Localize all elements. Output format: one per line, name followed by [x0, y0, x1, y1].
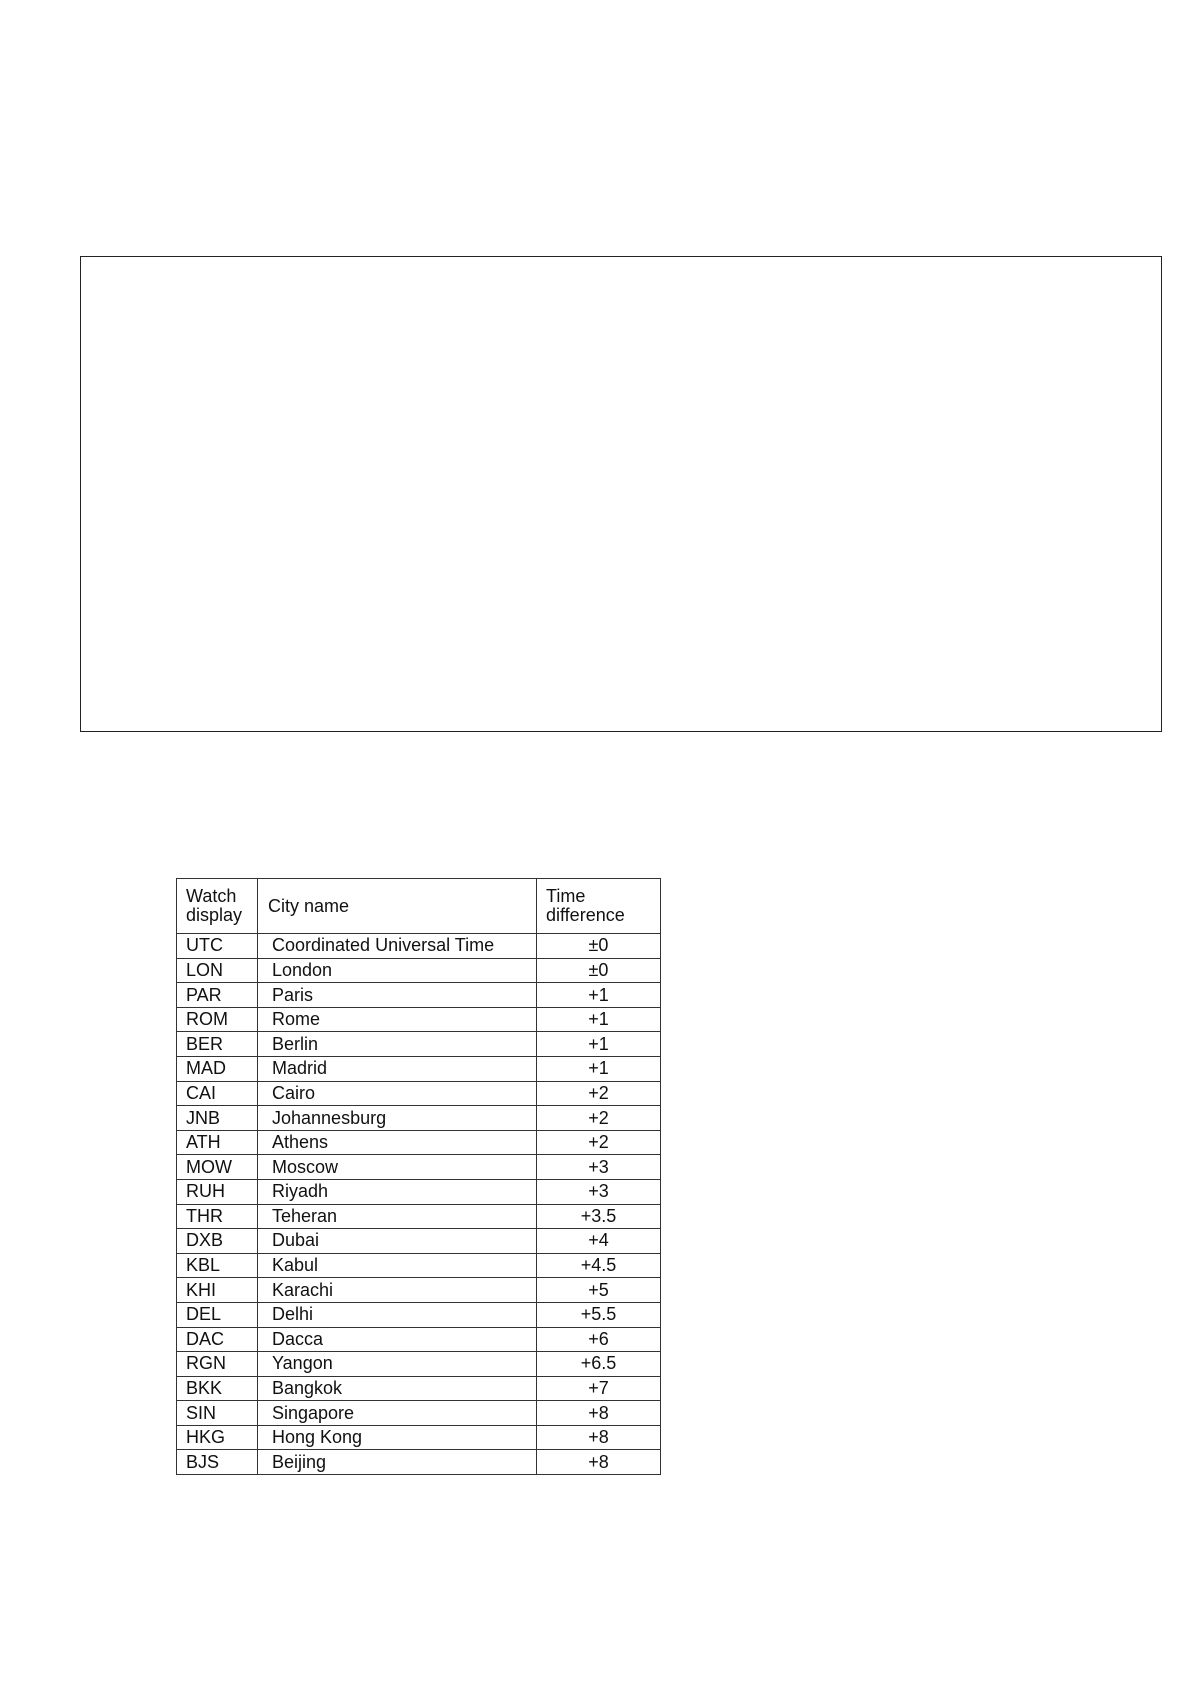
time-difference: +5 — [537, 1278, 661, 1303]
time-difference: +1 — [537, 1032, 661, 1057]
time-difference: +6 — [537, 1327, 661, 1352]
watch-display-code: MOW — [177, 1155, 258, 1180]
watch-display-code: DAC — [177, 1327, 258, 1352]
table-row — [177, 1425, 661, 1450]
table-row — [177, 1401, 661, 1426]
time-difference: +4.5 — [537, 1253, 661, 1278]
city-name: Rome — [258, 1007, 537, 1032]
city-name: Dubai — [258, 1229, 537, 1254]
table-row — [177, 1007, 661, 1032]
city-name: Berlin — [258, 1032, 537, 1057]
time-difference: +8 — [537, 1401, 661, 1426]
table-row — [177, 1327, 661, 1352]
time-difference: +3.5 — [537, 1204, 661, 1229]
watch-display-code: BJS — [177, 1450, 258, 1475]
table-row — [177, 1229, 661, 1254]
watch-display-code: DEL — [177, 1302, 258, 1327]
city-name: Athens — [258, 1130, 537, 1155]
city-name: Delhi — [258, 1302, 537, 1327]
table-row — [177, 1106, 661, 1131]
city-name: Yangon — [258, 1352, 537, 1377]
table-row — [177, 1204, 661, 1229]
table-body — [177, 934, 661, 1475]
table-header-row — [177, 879, 661, 934]
city-name: Singapore — [258, 1401, 537, 1426]
empty-illustration-frame — [80, 256, 1162, 732]
watch-display-code: RGN — [177, 1352, 258, 1377]
watch-display-code: PAR — [177, 983, 258, 1008]
table-row — [177, 1376, 661, 1401]
watch-display-code: KHI — [177, 1278, 258, 1303]
table-row — [177, 934, 661, 959]
time-difference: +1 — [537, 1007, 661, 1032]
city-name: Paris — [258, 983, 537, 1008]
table-row — [177, 1130, 661, 1155]
time-difference: +8 — [537, 1450, 661, 1475]
city-name: Teheran — [258, 1204, 537, 1229]
table-row — [177, 1253, 661, 1278]
city-name: Cairo — [258, 1081, 537, 1106]
table-row — [177, 1450, 661, 1475]
watch-display-code: JNB — [177, 1106, 258, 1131]
city-name: Karachi — [258, 1278, 537, 1303]
table-row — [177, 1179, 661, 1204]
watch-display-code: THR — [177, 1204, 258, 1229]
watch-display-code: KBL — [177, 1253, 258, 1278]
time-difference: +2 — [537, 1081, 661, 1106]
city-name: Kabul — [258, 1253, 537, 1278]
city-name: Moscow — [258, 1155, 537, 1180]
time-difference: +8 — [537, 1425, 661, 1450]
watch-display-code: UTC — [177, 934, 258, 959]
watch-display-code: HKG — [177, 1425, 258, 1450]
watch-display-code: BER — [177, 1032, 258, 1057]
time-difference: +6.5 — [537, 1352, 661, 1377]
table-row — [177, 1302, 661, 1327]
table-row — [177, 1056, 661, 1081]
city-name: Dacca — [258, 1327, 537, 1352]
watch-display-code: DXB — [177, 1229, 258, 1254]
city-name: Beijing — [258, 1450, 537, 1475]
time-difference: +1 — [537, 1056, 661, 1081]
city-name: Riyadh — [258, 1179, 537, 1204]
time-difference: +7 — [537, 1376, 661, 1401]
city-code-table — [176, 878, 661, 1475]
time-difference: +3 — [537, 1179, 661, 1204]
table-row — [177, 1081, 661, 1106]
time-difference: ±0 — [537, 934, 661, 959]
city-name: London — [258, 958, 537, 983]
time-difference: ±0 — [537, 958, 661, 983]
table-row — [177, 1352, 661, 1377]
table-row — [177, 1155, 661, 1180]
watch-display-code: SIN — [177, 1401, 258, 1426]
watch-display-code: ROM — [177, 1007, 258, 1032]
table-row — [177, 983, 661, 1008]
time-difference: +4 — [537, 1229, 661, 1254]
city-name: Bangkok — [258, 1376, 537, 1401]
table-row — [177, 1278, 661, 1303]
time-difference: +2 — [537, 1130, 661, 1155]
city-name: Madrid — [258, 1056, 537, 1081]
table-row — [177, 958, 661, 983]
time-difference: +5.5 — [537, 1302, 661, 1327]
city-name: Hong Kong — [258, 1425, 537, 1450]
time-difference: +2 — [537, 1106, 661, 1131]
time-difference: +1 — [537, 983, 661, 1008]
city-name: Coordinated Universal Time — [258, 934, 537, 959]
time-difference: +3 — [537, 1155, 661, 1180]
watch-display-code: LON — [177, 958, 258, 983]
watch-display-code: CAI — [177, 1081, 258, 1106]
watch-display-code: MAD — [177, 1056, 258, 1081]
city-name: Johannesburg — [258, 1106, 537, 1131]
header-city-name: City name — [258, 879, 537, 934]
header-watch-display: Watch display — [177, 879, 258, 934]
watch-display-code: ATH — [177, 1130, 258, 1155]
table-row — [177, 1032, 661, 1057]
header-time-difference: Time difference — [537, 879, 661, 934]
watch-display-code: BKK — [177, 1376, 258, 1401]
watch-display-code: RUH — [177, 1179, 258, 1204]
